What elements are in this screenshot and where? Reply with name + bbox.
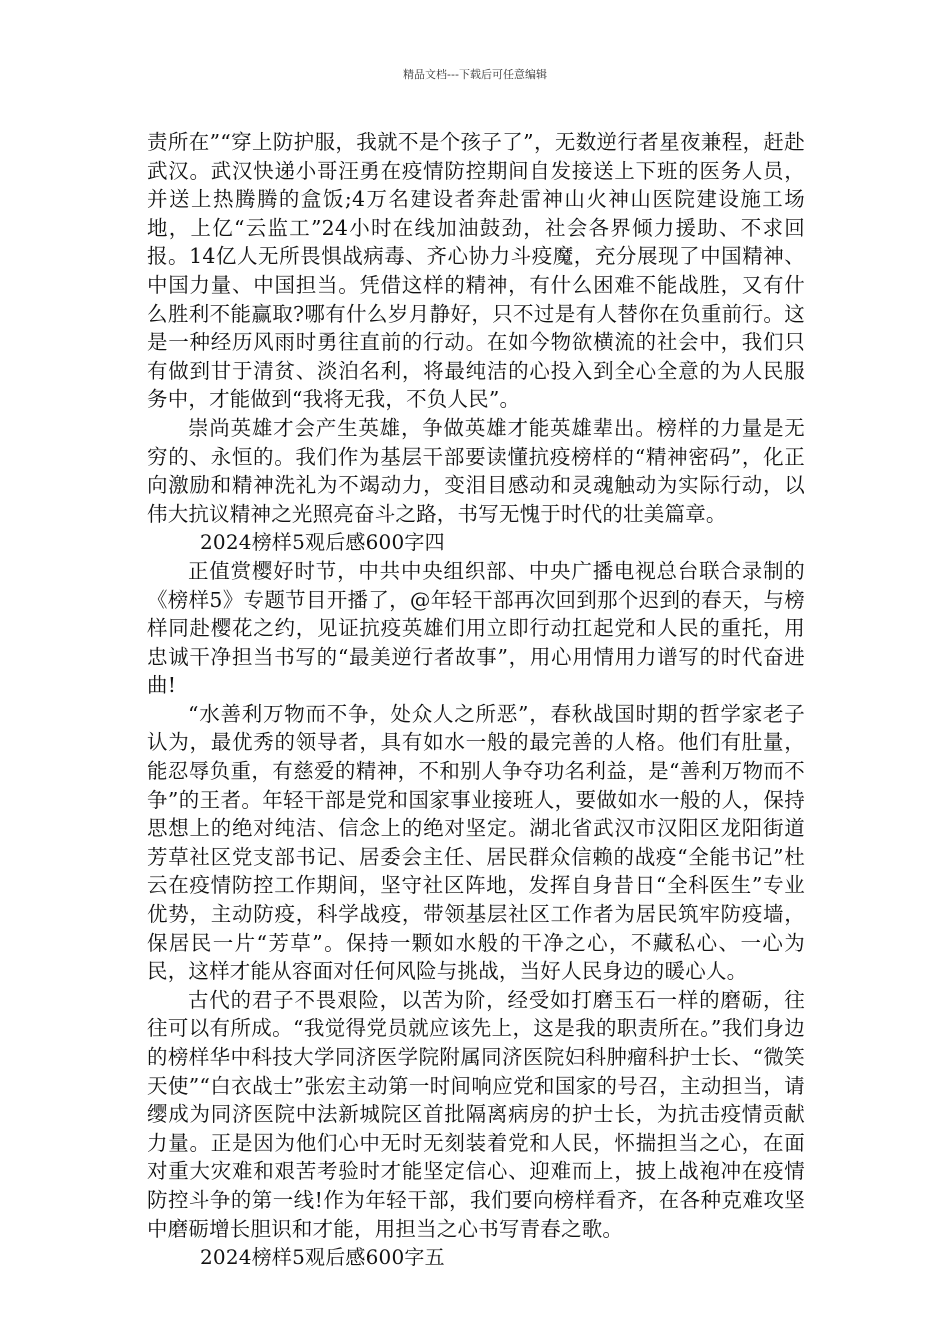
paragraph: 正值赏樱好时节，中共中央组织部、中央广播电视总台联合录制的《榜样5》专题节目开播了，@年轻干部再次回到那个迟到的春天，与榜样同赴樱花之约，见证抗疫英雄们用立即行动扛起党和人民的重托，用忠诚干净担当书写的“最美逆行者故事”，用心用情用力谱写的时代奋进曲! [147, 558, 805, 698]
paragraph: “水善利万物而不争，处众人之所恶”，春秋战国时期的哲学家老子认为，最优秀的领导者，具有如水一般的最完善的人格。他们有肚量，能忍辱负重，有慈爱的精神，不和别人争夺功名利益，是“善利万物而不争”的王者。年轻干部是党和国家事业接班人，要做如水一般的人，保持思想上的绝对纯洁、信念上的绝对坚定。湖北省武汉市汉阳区龙阳街道芳草社区党支部书记、居委会主任、居民群众信赖的战疫“全能书记”杜云在疫情防控工作期间，坚守社区阵地，发挥自身昔日“全科医生”专业优势，主动防疫，科学战疫，带领基层社区工作者为居民筑牢防疫墙，保居民一片“芳草”。保持一颗如水般的干净之心，不藏私心、一心为民，这样才能从容面对任何风险与挑战，当好人民身边的暖心人。 [147, 701, 805, 984]
section-heading: 2024榜样5观后感600字五 [200, 1245, 445, 1270]
page-header: 精品文档---下载后可任意编辑 [403, 68, 547, 81]
paragraph: 古代的君子不畏艰险，以苦为阶，经受如打磨玉石一样的磨砺，往往可以有所成。“我觉得党员就应该先上，这是我的职责所在。”我们身边的榜样华中科技大学同济医学院附属同济医院妇科肿瘤科护士长、“微笑天使”“白衣战士”张宏主动第一时间响应党和国家的号召，主动担当，请缨成为同济医院中法新城院区首批隔离病房的护士长，为抗击疫情贡献力量。正是因为他们心中无时无刻装着党和人民，怀揣担当之心，在面对重大灾难和艰苦考验时才能坚定信心、迎难而上，披上战袍冲在疫情防控斗争的第一线!作为年轻干部，我们要向榜样看齐，在各种克难攻坚中磨砺增长胆识和才能，用担当之心书写青春之歌。 [147, 987, 805, 1241]
paragraph: 崇尚英雄才会产生英雄，争做英雄才能英雄辈出。榜样的力量是无穷的、永恒的。我们作为基层干部要读懂抗疫榜样的“精神密码”，化正向激励和精神洗礼为不竭动力，变泪目感动和灵魂触动为实际行动，以伟大抗议精神之光照亮奋斗之路，书写无愧于时代的壮美篇章。 [147, 415, 805, 526]
paragraph-continuation: 责所在”“穿上防护服，我就不是个孩子了”，无数逆行者星夜兼程，赶赴武汉。武汉快递小哥汪勇在疫情防控期间自发接送上下班的医务人员，并送上热腾腾的盒饭;4万名建设者奔赴雷神山火神山医院建设施工场地，上亿“云监工”24小时在线加油鼓劲，社会各界倾力援助、不求回报。14亿人无所畏惧战病毒、齐心协力斗疫魔，充分展现了中国精神、中国力量、中国担当。凭借这样的精神，有什么困难不能战胜，又有什么胜利不能赢取?哪有什么岁月静好，只不过是有人替你在负重前行。这是一种经历风雨时勇往直前的行动。在如今物欲横流的社会中，我们只有做到甘于清贫、淡泊名利，将最纯洁的心投入到全心全意的为人民服务中，才能做到“我将无我，不负人民”。 [147, 130, 805, 412]
section-heading: 2024榜样5观后感600字四 [200, 530, 445, 555]
document-body [147, 128, 805, 1272]
